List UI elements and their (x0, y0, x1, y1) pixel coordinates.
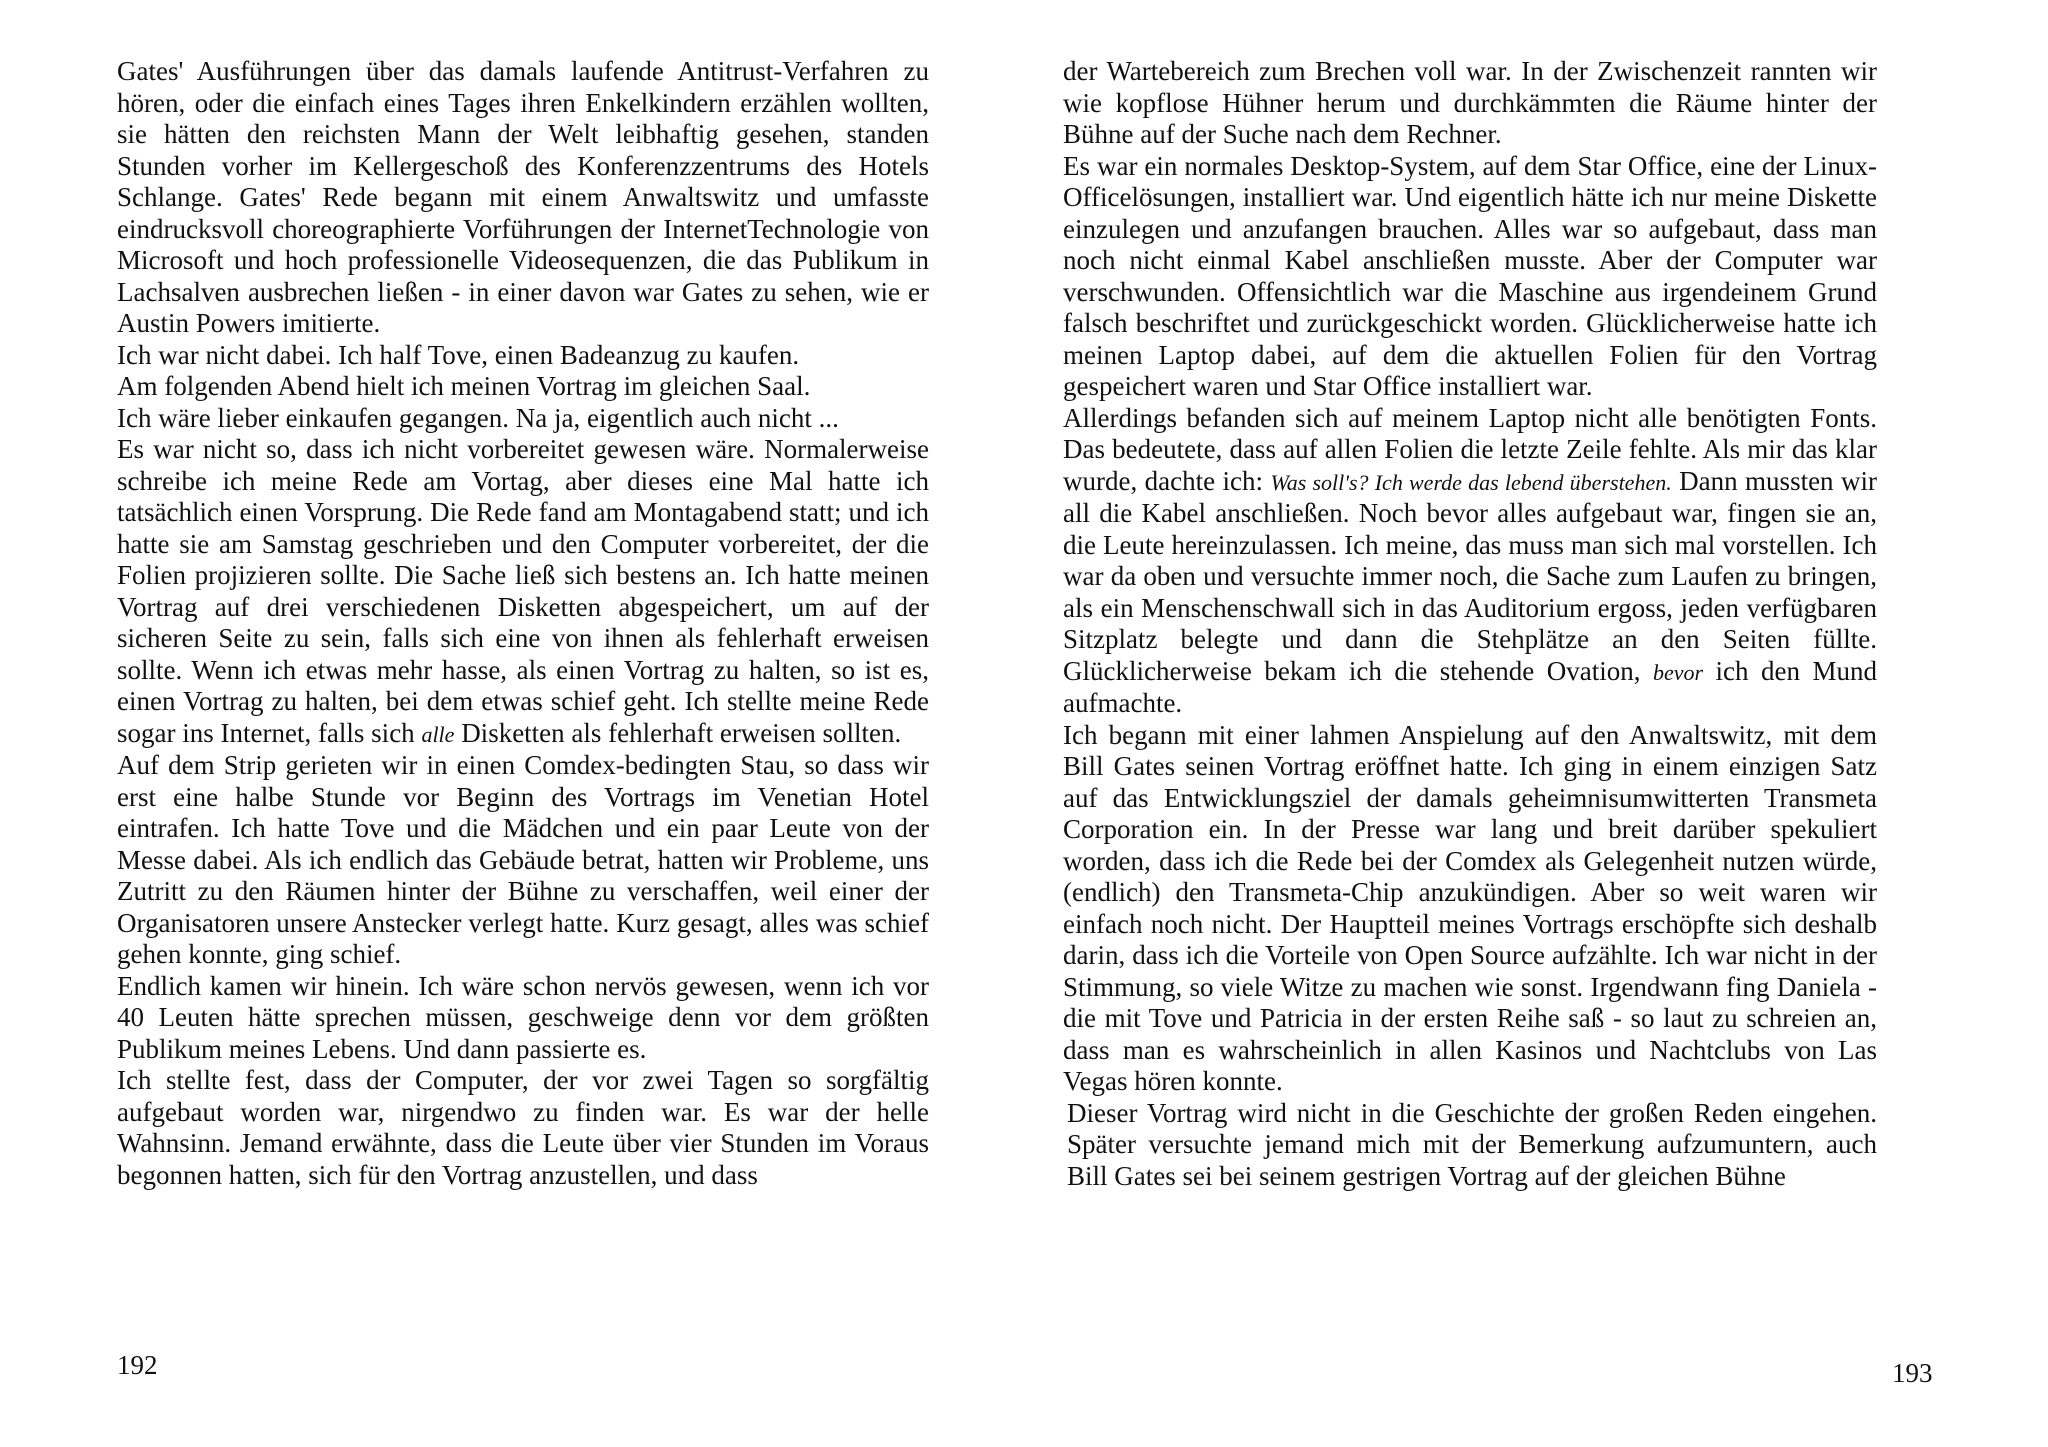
paragraph: Ich wäre lieber einkaufen gegangen. Na ja, eigentlich auch nicht ... (117, 402, 839, 433)
paragraph: der Wartebereich zum Brechen voll war. In der Zwischenzeit rannten wir wie kopflose Hühner herum und durchkämmten die Räume hinter der Bühne auf der Suche nach dem Rechner. (1063, 56, 1877, 149)
paragraph: Endlich kamen wir hinein. Ich wäre schon nervös gewesen, wenn ich vor 40 Leuten hätte sprechen müssen, geschweige denn vor dem größten Publikum meines Lebens. Und dann passierte es. (117, 970, 929, 1064)
paragraph-text: Dann mussten wir all die Kabel anschließen. Noch bevor alles aufgebaut war, fingen sie an, die Leute hereinzulassen. Ich meine, das muss man sich mal vorstellen. Ich war da oben und versuchte immer noch, die Sache zum Laufen zu bringen, als ein Menschenschwall sich in das Auditorium ergoss, jeden verfügbaren Sitzplatz belegte und dann die Stehplätze an den Seiten füllte. Glücklicherweise bekam ich die stehende Ovation, (1063, 465, 1877, 686)
paragraph: Ich stellte fest, dass der Computer, der vor zwei Tagen so sorgfältig aufgebaut worden war, nirgendwo zu finden war. Es war der helle Wahnsinn. Jemand erwähnte, dass die Leute über vier Stunden im Voraus begonnen hatten, sich für den Vortrag anzustellen, und dass (117, 1065, 929, 1190)
page-number: 192 (117, 1350, 158, 1380)
paragraph: Dieser Vortrag wird nicht in die Geschichte der großen Reden eingehen. Später versuchte jemand mich mit der Bemerkung aufzumuntern, auch Bill Gates sei bei seinem gestrigen Vortrag auf der gleichen Bühne (1067, 1097, 1877, 1191)
paragraph: Am folgenden Abend hielt ich meinen Vortrag im gleichen Saal. (117, 371, 811, 401)
paragraph-text: Es war nicht so, dass ich nicht vorbereitet gewesen wäre. Normalerweise schreibe ich meine Rede am Vortag, aber dieses eine Mal hatte ich tatsächlich einen Vorsprung. Die Rede fand am Montagabend statt; und ich hatte sie am Samstag geschrieben und den Computer vorbereitet, der die Folien projizieren sollte. Die Sache ließ sich bestens an. Ich hatte meinen Vortrag auf drei verschiedenen Disketten abgespeichert, um auf der sicheren Seite zu sein, falls sich eine von ihnen als fehlerhaft erweisen sollte. Wenn ich etwas mehr hasse, als einen Vortrag zu halten, so ist es, einen Vortrag zu halten, bei dem etwas schief geht. Ich stellte meine Rede sogar ins Internet, falls sich (117, 434, 929, 748)
right-page (1024, 0, 2048, 1447)
paragraph: Gates' Ausführungen über das damals laufende Antitrust-Verfahren zu hören, oder die einfach eines Tages ihren Enkelkindern erzählen wollten, sie hätten den reichsten Mann der Welt leibhaftig gesehen, standen Stunden vorher im Kellergeschoß des Konferenzzentrums des Hotels Schlange. Gates' Rede begann mit einem Anwaltswitz und umfasste eindrucksvoll choreographierte Vorführungen der InternetTechnologie von Microsoft und hoch professionelle Videosequenzen, die das Publikum in Lachsalven ausbrechen ließen - in einer davon war Gates zu sehen, wie er Austin Powers imitierte. (117, 56, 929, 338)
emphasis: alle (421, 721, 455, 747)
right-page-text (1063, 56, 1877, 1192)
emphasis: Was soll's? Ich werde das lebend überstehen. (1270, 469, 1672, 495)
paragraph-text: ich den Mund aufmachte. (1063, 655, 1877, 718)
paragraph: Ich war nicht dabei. Ich half Tove, einen Badeanzug zu kaufen. (117, 339, 800, 370)
left-page-text (117, 56, 929, 1191)
paragraph (1063, 403, 1877, 720)
paragraph: Es war ein normales Desktop-System, auf dem Star Office, eine der Linux-Officelösungen, installiert war. Und eigentlich hätte ich nur meine Diskette einzulegen und anzufangen brauchen. Alles war so aufgebaut, dass man noch nicht einmal Kabel anschließen musste. Aber der Computer war verschwunden. Offensichtlich war die Maschine aus irgendeinem Grund falsch beschriftet und zurückgeschickt worden. Glücklicherweise hatte ich meinen Laptop dabei, auf dem die aktuellen Folien für den Vortrag gespeichert waren und Star Office installiert war. (1063, 150, 1877, 401)
paragraph: Ich begann mit einer lahmen Anspielung auf den Anwaltswitz, mit dem Bill Gates seinen Vortrag eröffnet hatte. Ich ging in einem einzigen Satz auf das Entwicklungsziel der damals geheimnisumwitterten Transmeta Corporation ein. In der Presse war lang und breit darüber spekuliert worden, dass ich die Rede bei der Comdex als Gelegenheit nutzen würde, (endlich) den Transmeta-Chip anzukündigen. Aber so weit waren wir einfach noch nicht. Der Hauptteil meines Vortrags erschöpfte sich deshalb darin, dass ich die Vorteile von Open Source aufzählte. Ich war nicht in der Stimmung, so viele Witze zu machen wie sonst. Irgendwann fing Daniela - die mit Tove und Patricia in der ersten Reihe saß - so laut zu schreien an, dass man es wahrscheinlich in allen Kasinos und Nachtclubs von Las Vegas hören konnte. (1063, 719, 1877, 1096)
paragraph-text: Disketten als fehlerhaft erweisen sollten. (454, 717, 902, 748)
paragraph: Auf dem Strip gerieten wir in einen Comdex-bedingten Stau, so dass wir erst eine halbe Stunde vor Beginn des Vortrags im Venetian Hotel eintrafen. Ich hatte Tove und die Mädchen und ein paar Leute von der Messe dabei. Als ich endlich das Gebäude betrat, hatten wir Probleme, uns Zutritt zu den Räumen hinter der Bühne zu verschaffen, weil einer der Organisatoren unsere Anstecker verlegt hatte. Kurz gesagt, alles was schief gehen konnte, ging schief. (117, 750, 929, 969)
emphasis: bevor (1652, 659, 1704, 685)
page-number: 193 (1892, 1358, 1933, 1388)
paragraph (117, 434, 929, 750)
paragraph-text: Allerdings befanden sich auf meinem Laptop nicht alle benötigten Fonts. Das bedeutete, dass auf allen Folien die letzte Zeile fehlte. Als mir das klar wurde, dachte ich: (1063, 402, 1877, 496)
